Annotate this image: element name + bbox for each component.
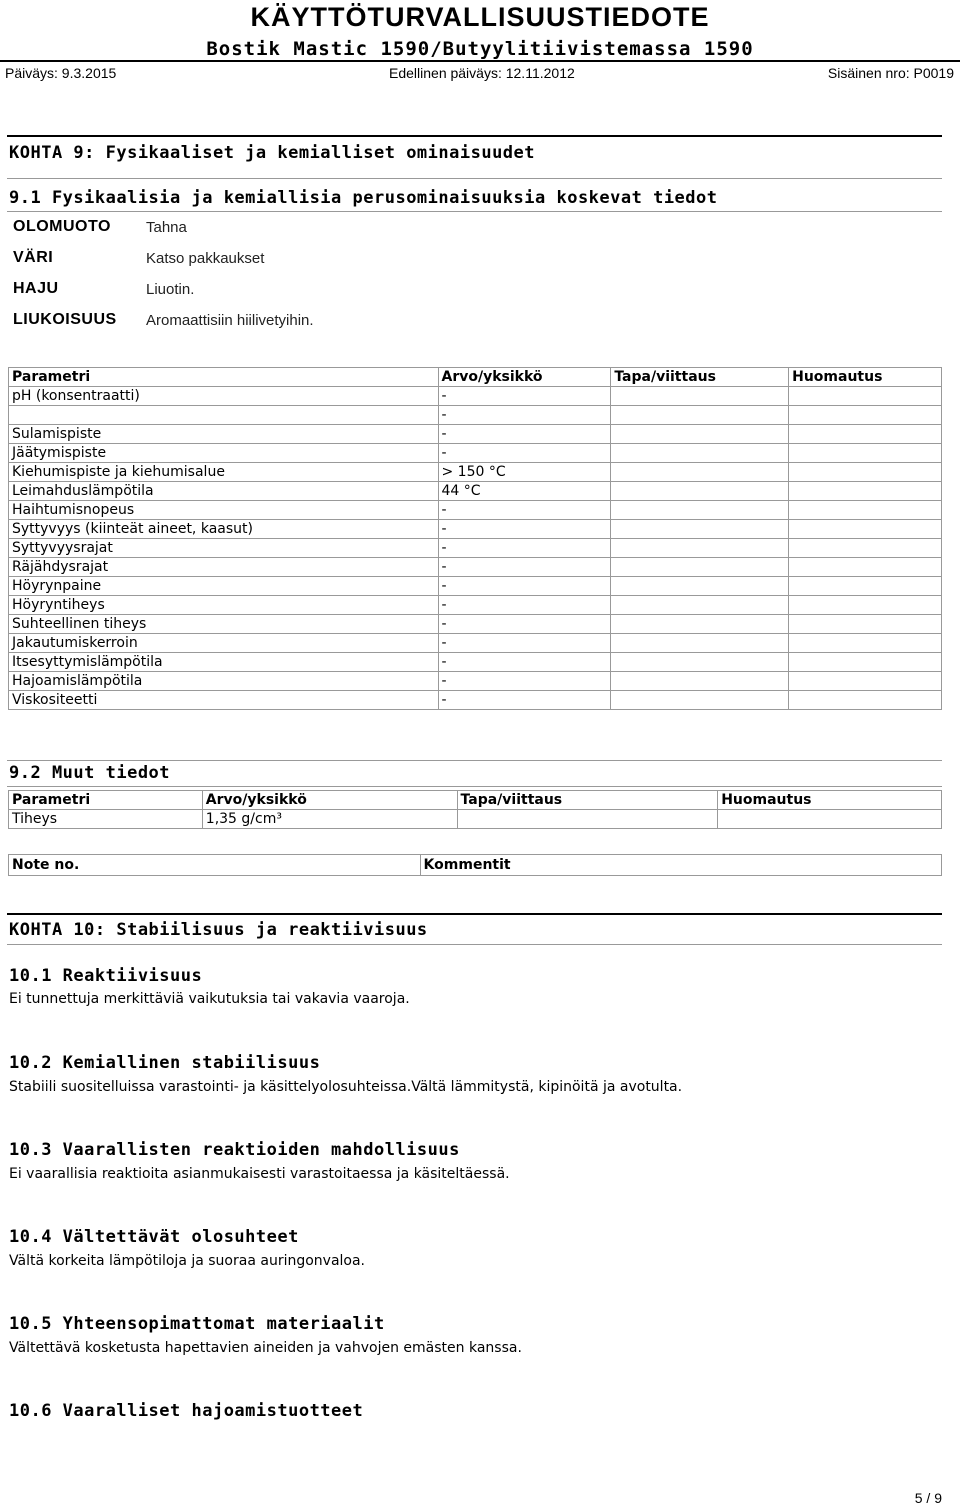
cell-parameter: Suhteellinen tiheys <box>9 615 439 634</box>
cell-method <box>611 577 789 596</box>
header-divider <box>0 60 960 62</box>
cell-parameter: Kiehumispiste ja kiehumisalue <box>9 463 439 482</box>
table-row <box>9 558 942 577</box>
column-header-value: Arvo/yksikkö <box>202 791 457 810</box>
property-value: Aromaattisiin hiilivetyihin. <box>146 312 314 329</box>
cell-value: - <box>438 520 611 539</box>
table-header-row <box>9 791 942 810</box>
cell-remark <box>718 810 942 829</box>
column-header-parameter: Parametri <box>9 791 203 810</box>
subsection-10-4-text: Vältä korkeita lämpötiloja ja suoraa auringonvaloa. <box>9 1253 366 1269</box>
column-header-method: Tapa/viittaus <box>611 368 789 387</box>
cell-method <box>611 406 789 425</box>
property-label: HAJU <box>13 280 59 297</box>
column-header-remark: Huomautus <box>718 791 942 810</box>
cell-remark <box>789 558 942 577</box>
cell-remark <box>789 501 942 520</box>
cell-remark <box>789 406 942 425</box>
subsection-10-1-title: 10.1 Reaktiivisuus <box>9 966 203 986</box>
cell-remark <box>789 577 942 596</box>
subsection-10-5-text: Vältettävä kosketusta hapettavien aineiden ja vahvojen emästen kanssa. <box>9 1340 522 1356</box>
cell-remark <box>789 596 942 615</box>
cell-method <box>611 634 789 653</box>
cell-method <box>611 482 789 501</box>
table-row <box>9 501 942 520</box>
cell-method <box>611 672 789 691</box>
cell-method <box>611 501 789 520</box>
cell-method <box>611 463 789 482</box>
cell-value: - <box>438 444 611 463</box>
cell-remark <box>789 672 942 691</box>
subsection-10-3-text: Ei vaarallisia reaktioita asianmukaisesti varastoitaessa ja käsiteltäessä. <box>9 1166 510 1182</box>
cell-method <box>611 615 789 634</box>
cell-remark <box>789 539 942 558</box>
table-row <box>9 653 942 672</box>
issue-date: Päiväys: 9.3.2015 <box>5 65 117 81</box>
cell-value: - <box>438 425 611 444</box>
column-header-note-no: Note no. <box>9 855 421 876</box>
cell-value: - <box>438 615 611 634</box>
cell-value: - <box>438 653 611 672</box>
cell-remark <box>789 482 942 501</box>
properties-table <box>8 367 942 710</box>
page-number: 5 / 9 <box>914 1490 942 1506</box>
property-value: Tahna <box>146 219 187 236</box>
cell-method <box>611 653 789 672</box>
cell-remark <box>789 387 942 406</box>
subsection-divider <box>7 786 942 787</box>
cell-value: > 150 °C <box>438 463 611 482</box>
cell-parameter: Jakautumiskerroin <box>9 634 439 653</box>
property-value: Liuotin. <box>146 281 195 298</box>
cell-remark <box>789 444 942 463</box>
cell-parameter: Syttyvyys (kiinteät aineet, kaasut) <box>9 520 439 539</box>
cell-parameter: Höyryntiheys <box>9 596 439 615</box>
table-row <box>9 520 942 539</box>
cell-method <box>457 810 718 829</box>
cell-parameter <box>9 406 439 425</box>
subsection-divider <box>7 760 942 761</box>
cell-parameter: Jäätymispiste <box>9 444 439 463</box>
section-9-title: KOHTA 9: Fysikaaliset ja kemialliset ominaisuudet <box>9 143 536 163</box>
table-row <box>9 406 942 425</box>
cell-parameter: Sulamispiste <box>9 425 439 444</box>
notes-table <box>8 854 942 876</box>
section-divider <box>7 178 942 179</box>
table-row <box>9 444 942 463</box>
property-label: LIUKOISUUS <box>13 311 117 328</box>
column-header-method: Tapa/viittaus <box>457 791 718 810</box>
property-value: Katso pakkaukset <box>146 250 265 267</box>
cell-remark <box>789 615 942 634</box>
subsection-9-2-title: 9.2 Muut tiedot <box>9 763 171 783</box>
document-title: KÄYTTÖTURVALLISUUSTIEDOTE <box>250 2 710 32</box>
cell-value: - <box>438 596 611 615</box>
cell-value: - <box>438 634 611 653</box>
cell-parameter: Haihtumisnopeus <box>9 501 439 520</box>
cell-remark <box>789 463 942 482</box>
column-header-remark: Huomautus <box>789 368 942 387</box>
table-row <box>9 596 942 615</box>
cell-method <box>611 425 789 444</box>
subsection-10-6-title: 10.6 Vaaralliset hajoamistuotteet <box>9 1401 364 1421</box>
previous-date: Edellinen päiväys: 12.11.2012 <box>389 65 575 81</box>
cell-value: - <box>438 691 611 710</box>
table-row <box>9 425 942 444</box>
product-name: Bostik Mastic 1590/Butyylitiivistemassa 1590 <box>206 38 754 60</box>
table-row <box>9 672 942 691</box>
other-info-table <box>8 790 942 829</box>
subsection-10-4-title: 10.4 Vältettävät olosuhteet <box>9 1227 299 1247</box>
table-header-row <box>9 368 942 387</box>
subsection-10-5-title: 10.5 Yhteensopimattomat materiaalit <box>9 1314 385 1334</box>
cell-parameter: Räjähdysrajat <box>9 558 439 577</box>
subsection-10-2-text: Stabiili suositelluissa varastointi- ja käsittelyolosuhteissa.Vältä lämmitystä, kipinöitä ja avotulta. <box>9 1079 683 1095</box>
section-divider <box>7 135 942 137</box>
subsection-9-1-title: 9.1 Fysikaalisia ja kemiallisia perusominaisuuksia koskevat tiedot <box>9 188 718 208</box>
property-label: OLOMUOTO <box>13 218 111 235</box>
cell-value: - <box>438 387 611 406</box>
cell-parameter: Viskositeetti <box>9 691 439 710</box>
cell-value: 1,35 g/cm³ <box>202 810 457 829</box>
table-row <box>9 577 942 596</box>
column-header-value: Arvo/yksikkö <box>438 368 611 387</box>
cell-value: - <box>438 406 611 425</box>
cell-method <box>611 387 789 406</box>
table-row <box>9 482 942 501</box>
cell-value: - <box>438 558 611 577</box>
section-divider <box>7 944 942 945</box>
column-header-parameter: Parametri <box>9 368 439 387</box>
table-row <box>9 463 942 482</box>
table-row <box>9 634 942 653</box>
cell-method <box>611 596 789 615</box>
cell-value: - <box>438 539 611 558</box>
subsection-10-3-title: 10.3 Vaarallisten reaktioiden mahdollisuus <box>9 1140 460 1160</box>
cell-method <box>611 539 789 558</box>
table-row <box>9 387 942 406</box>
subsection-10-1-text: Ei tunnettuja merkittäviä vaikutuksia tai vakavia vaaroja. <box>9 991 410 1007</box>
cell-value: 44 °C <box>438 482 611 501</box>
cell-parameter: Tiheys <box>9 810 203 829</box>
header-meta-row <box>0 65 960 87</box>
subsection-10-2-title: 10.2 Kemiallinen stabiilisuus <box>9 1053 321 1073</box>
cell-remark <box>789 425 942 444</box>
cell-method <box>611 444 789 463</box>
internal-number: Sisäinen nro: P0019 <box>827 65 954 81</box>
cell-parameter: pH (konsentraatti) <box>9 387 439 406</box>
cell-remark <box>789 653 942 672</box>
section-divider <box>7 913 942 915</box>
property-label: VÄRI <box>13 249 54 266</box>
cell-method <box>611 558 789 577</box>
cell-method <box>611 691 789 710</box>
section-10-title: KOHTA 10: Stabiilisuus ja reaktiivisuus <box>9 920 428 940</box>
table-row <box>9 810 942 829</box>
cell-value: - <box>438 501 611 520</box>
cell-value: - <box>438 672 611 691</box>
cell-parameter: Höyrynpaine <box>9 577 439 596</box>
cell-remark <box>789 691 942 710</box>
cell-parameter: Hajoamislämpötila <box>9 672 439 691</box>
table-row <box>9 691 942 710</box>
subsection-divider <box>7 211 942 212</box>
table-header-row <box>9 855 942 876</box>
cell-value: - <box>438 577 611 596</box>
cell-remark <box>789 520 942 539</box>
cell-remark <box>789 634 942 653</box>
cell-method <box>611 520 789 539</box>
cell-parameter: Itsesyttymislämpötila <box>9 653 439 672</box>
cell-parameter: Leimahduslämpötila <box>9 482 439 501</box>
table-row <box>9 539 942 558</box>
table-row <box>9 615 942 634</box>
column-header-comments: Kommentit <box>420 855 941 876</box>
cell-parameter: Syttyvyysrajat <box>9 539 439 558</box>
